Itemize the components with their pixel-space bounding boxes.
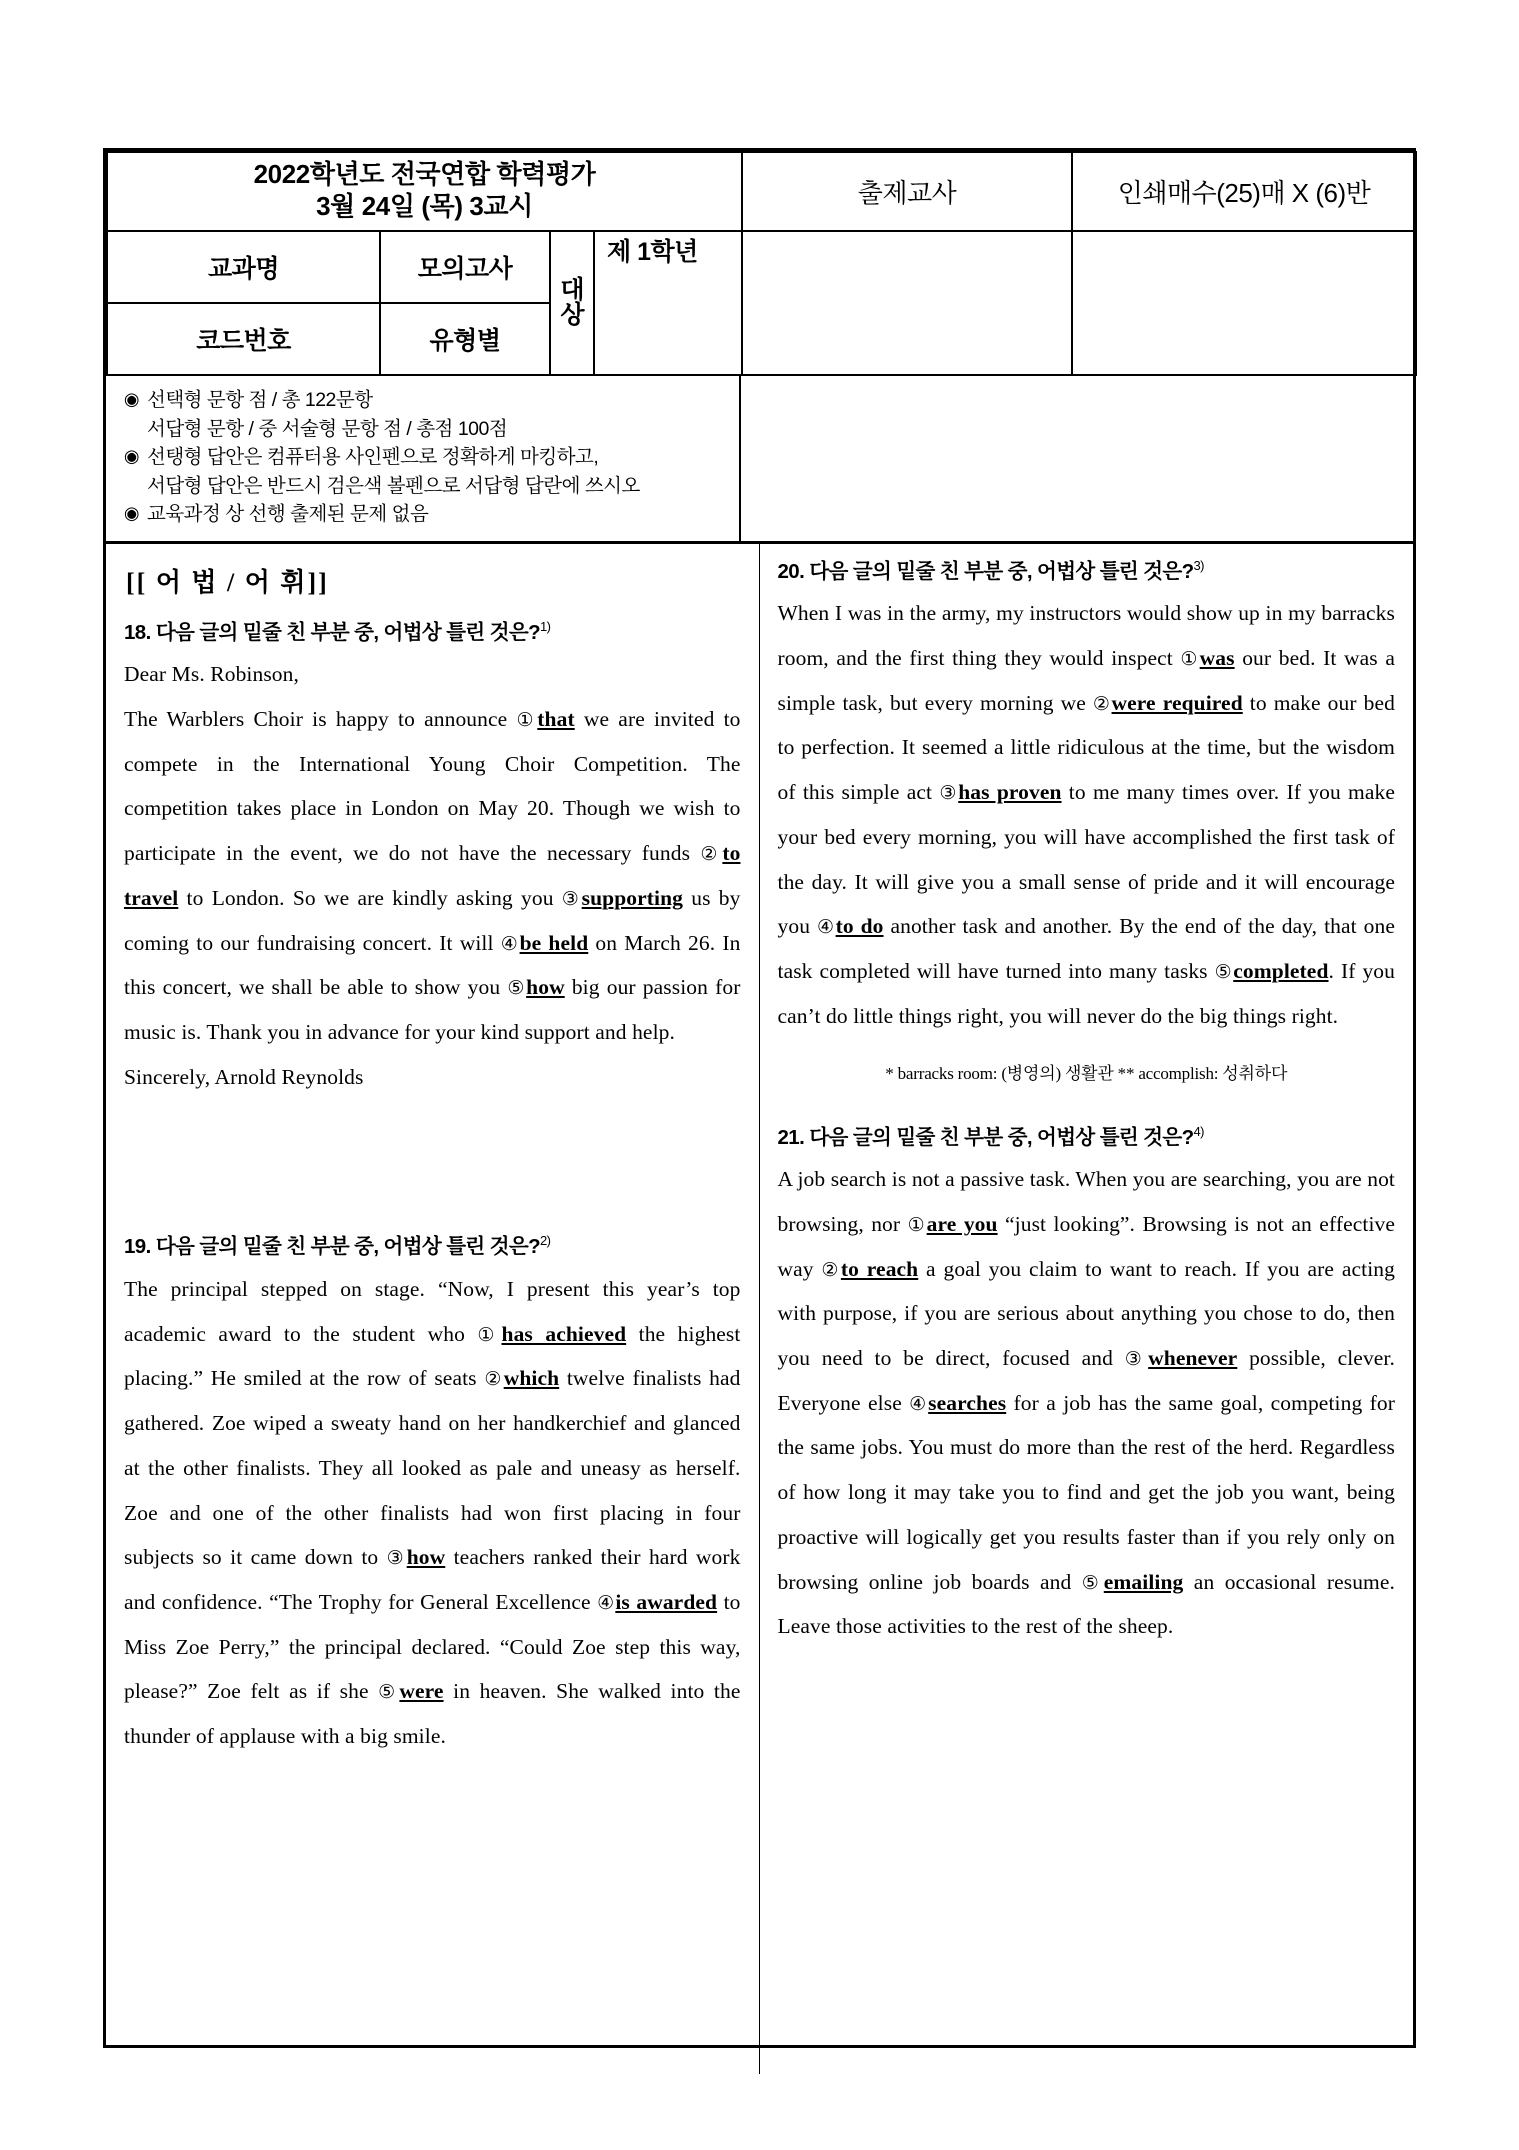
note-item <box>122 472 739 500</box>
underlined-choice: searches <box>928 1390 1007 1415</box>
passage-text: teachers ranked their hard work and confidence. “The Trophy for General Excellence <box>124 1545 741 1614</box>
choice-number-icon: ② <box>700 843 723 866</box>
header-row-subject <box>107 231 1416 303</box>
choice-number-icon: ⑤ <box>1081 1571 1104 1594</box>
note-text: 교육과정 상 선행 출제된 문제 없음 <box>147 503 429 526</box>
question-18-salutation: Dear Ms. Robinson, <box>124 662 299 687</box>
passage-text: another task and another. By the end of the day, that one task completed will have turned into many tasks <box>777 914 1395 983</box>
choice-number-icon: ④ <box>500 932 520 955</box>
choice-number-icon: ⑤ <box>378 1681 400 1704</box>
question-18-passage <box>124 697 741 1055</box>
passage-text: a goal you claim to want to reach. If you are acting with purpose, if you are serious about anything you chose to do, then you need to be direct, focused and <box>777 1256 1395 1370</box>
underlined-choice: was <box>1199 645 1235 670</box>
choice-number-icon: ④ <box>909 1392 929 1415</box>
passage-text: the highest placing.” He smiled at the row of seats <box>124 1321 741 1391</box>
passage-text: us by coming to our fundraising concert. It will <box>124 885 741 955</box>
target-char-1: 대 <box>560 275 584 304</box>
print-value-cell[interactable] <box>1072 231 1416 375</box>
bullet-icon: ◉ <box>123 389 140 410</box>
footnote-mark: 2) <box>540 1233 551 1249</box>
teacher-value-cell[interactable] <box>742 231 1072 375</box>
question-18-closing: Sincerely, Arnold Reynolds <box>124 1064 364 1089</box>
passage-text: to London. So we are kindly asking you <box>178 885 562 910</box>
exam-page <box>103 148 1416 2048</box>
passage-text: we are invited to compete in the International Young Choir Competition. The competition takes place in London on May 20. Though we wish to participate in the event, we do not have the necessary funds <box>124 706 741 866</box>
passage-text: our bed. It was a simple task, but every morning we <box>777 645 1395 715</box>
question-number: 19. <box>124 1235 151 1259</box>
exam-title-line1: 2022학년도 전국연합 학력평가 <box>253 159 596 189</box>
exam-header-table <box>106 151 1417 376</box>
choice-number-icon: ③ <box>939 782 959 805</box>
question-19-passage <box>124 1267 741 1759</box>
question-19-heading <box>124 1233 741 1260</box>
passage-text: on March 26. In this concert, we shall be able to show you <box>124 930 741 1000</box>
spacer-after-q18 <box>124 1105 741 1233</box>
underlined-choice: to travel <box>124 841 741 910</box>
passage-text: for a job has the same goal, competing for the same jobs. You must do more than the rest of the herd. Regardless of how long it may take you to find and get the job you want, being proactive will logically get you results faster than if you rely only on browsing online job boards and <box>777 1390 1395 1594</box>
underlined-choice: has proven <box>958 780 1062 805</box>
choice-number-icon: ④ <box>597 1591 616 1614</box>
choice-number-icon: ② <box>484 1368 504 1391</box>
note-text: 서답형 문항 / 중 서술형 문항 점 / 총점 100점 <box>147 417 508 440</box>
passage-text: to Miss Zoe Perry,” the principal declared. “Could Zoe step this way, please?” Zoe felt as if she <box>124 1589 741 1704</box>
type-label-cell: 유형별 <box>380 303 550 375</box>
note-item <box>122 386 739 414</box>
question-prompt: 다음 글의 밑줄 친 부분 중, 어법상 틀린 것은? <box>155 1235 541 1259</box>
choice-number-icon: ① <box>516 708 538 731</box>
note-item <box>122 500 739 528</box>
passage-text: big our passion for music is. Thank you in advance for your kind support and help. <box>124 975 741 1044</box>
underlined-choice: completed <box>1233 959 1329 983</box>
passage-text: . If you can’t do little things right, you will never do the big things right. <box>777 959 1396 1028</box>
note-text: 선탱형 답안은 컴퓨터용 사인펜으로 정확하게 마킹하고, <box>147 446 599 469</box>
question-18 <box>124 619 741 1100</box>
passage-text: in heaven. She walked into the thunder of applause with a big smile. <box>124 1679 741 1749</box>
target-char-2: 상 <box>560 301 584 330</box>
passage-text: When I was in the army, my instructors would show up in my barracks room, and the first thing they would inspect <box>777 601 1395 670</box>
bullet-icon: ◉ <box>123 446 140 467</box>
underlined-choice: emailing <box>1103 1569 1184 1594</box>
passage-text: twelve finalists had gathered. Zoe wiped a sweaty hand on her handkerchief and glanced at the other finalists. They all looked as pale and uneasy as herself. Zoe and one of the other finalists had won first placing in four subjects so it came down to <box>124 1366 741 1570</box>
spacer-after-q20 <box>778 1094 1396 1124</box>
code-label-cell: 코드번호 <box>107 303 380 375</box>
choice-number-icon: ① <box>1180 647 1200 670</box>
question-number: 18. <box>124 620 151 644</box>
section-heading: [[ 어 법 / 어 휘]] <box>126 567 329 597</box>
choice-number-icon: ③ <box>386 1547 407 1570</box>
bullet-icon: ◉ <box>123 503 140 524</box>
passage-text: to me many times over. If you make your bed every morning, you will have accomplished the first task of the day. It will give you a small sense of pride and it will encourage you <box>777 780 1395 939</box>
teacher-label-cell: 출제교사 <box>742 152 1072 231</box>
question-prompt: 다음 글의 밑줄 친 부분 중, 어법상 틀린 것은? <box>155 620 541 644</box>
passage-text: “just looking”. Browsing is not an effective way <box>777 1211 1396 1281</box>
question-18-heading <box>124 619 741 646</box>
choice-number-icon: ② <box>1092 692 1112 715</box>
question-21 <box>778 1124 1396 1649</box>
target-vertical-label <box>550 231 594 375</box>
choice-number-icon: ④ <box>816 916 836 939</box>
passage-text: The principal stepped on stage. “Now, I present this year’s top academic award to the student who <box>124 1276 741 1346</box>
choice-number-icon: ⑤ <box>1214 961 1234 983</box>
choice-number-icon: ③ <box>1124 1347 1149 1370</box>
underlined-choice: that <box>537 706 575 731</box>
underlined-choice: has achieved <box>501 1321 627 1346</box>
underlined-choice: be held <box>519 930 589 955</box>
question-prompt: 다음 글의 밑줄 친 부분 중, 어법상 틀린 것은? <box>809 559 1194 583</box>
header-row-title <box>107 152 1416 231</box>
choice-number-icon: ① <box>907 1213 927 1236</box>
note-text: 서답형 답안은 반드시 검은색 볼펜으로 서답형 답란에 쓰시오 <box>147 474 640 497</box>
question-prompt: 다음 글의 밑줄 친 부분 중, 어법상 틀린 것은? <box>809 1125 1194 1149</box>
underlined-choice: to do <box>835 914 884 939</box>
underlined-choice: supporting <box>581 885 684 910</box>
underlined-choice: were required <box>1111 690 1243 715</box>
passage-text: A job search is not a passive task. When you are searching, you are not browsing, nor <box>777 1167 1395 1236</box>
footnote-mark: 4) <box>1193 1123 1204 1139</box>
question-number: 20. <box>777 559 805 583</box>
notes-row <box>106 376 1413 543</box>
exam-type-cell: 모의고사 <box>380 231 550 303</box>
question-19 <box>124 1233 741 1758</box>
passage-text: to make our bed to perfection. It seemed a little ridiculous at the time, but the wisdom of this simple act <box>777 690 1395 805</box>
body-columns <box>106 544 1413 2074</box>
footnote-mark: 1) <box>540 618 551 634</box>
note-text: 선택형 문항 점 / 총 122문항 <box>147 389 373 412</box>
footnote-mark: 3) <box>1193 557 1204 573</box>
choice-number-icon: ⑤ <box>507 977 527 1000</box>
print-count-cell: 인쇄매수(25)매 X (6)반 <box>1072 152 1416 231</box>
exam-title-line2: 3월 24일 (목) 3교시 <box>316 190 533 221</box>
column-right <box>760 544 1414 2074</box>
note-item <box>122 443 739 471</box>
question-20 <box>778 558 1396 1088</box>
grade-cell: 제 1학년 <box>594 231 742 375</box>
question-21-passage <box>778 1157 1396 1649</box>
exam-title-cell <box>107 152 742 231</box>
passage-text: possible, clever. Everyone else <box>777 1345 1395 1415</box>
underlined-choice: which <box>503 1366 560 1391</box>
underlined-choice: whenever <box>1148 1345 1238 1370</box>
question-20-heading <box>778 558 1396 585</box>
subject-label-cell: 교과명 <box>107 231 380 303</box>
passage-text: The Warblers Choir is happy to announce <box>124 706 517 731</box>
underlined-choice: is awarded <box>615 1589 718 1614</box>
question-21-heading <box>778 1124 1396 1151</box>
underlined-choice: are you <box>926 1211 998 1236</box>
notes-blank-area <box>741 376 1413 540</box>
underlined-choice: to reach <box>840 1256 919 1281</box>
column-left <box>106 544 760 2074</box>
choice-number-icon: ① <box>477 1323 502 1346</box>
underlined-choice: how <box>406 1545 446 1570</box>
note-item <box>122 415 739 443</box>
choice-number-icon: ③ <box>561 887 582 910</box>
question-number: 21. <box>777 1125 805 1149</box>
passage-text: an occasional resume. Leave those activities to the rest of the sheep. <box>777 1569 1395 1639</box>
notes-box <box>106 376 741 540</box>
underlined-choice: how <box>526 975 565 1000</box>
question-20-footnote: * barracks room: (병영의) 생활관 ** accomplish: 성취하다 <box>885 1064 1288 1084</box>
choice-number-icon: ② <box>821 1258 841 1281</box>
underlined-choice: were <box>399 1679 444 1704</box>
question-20-passage <box>778 591 1396 1038</box>
